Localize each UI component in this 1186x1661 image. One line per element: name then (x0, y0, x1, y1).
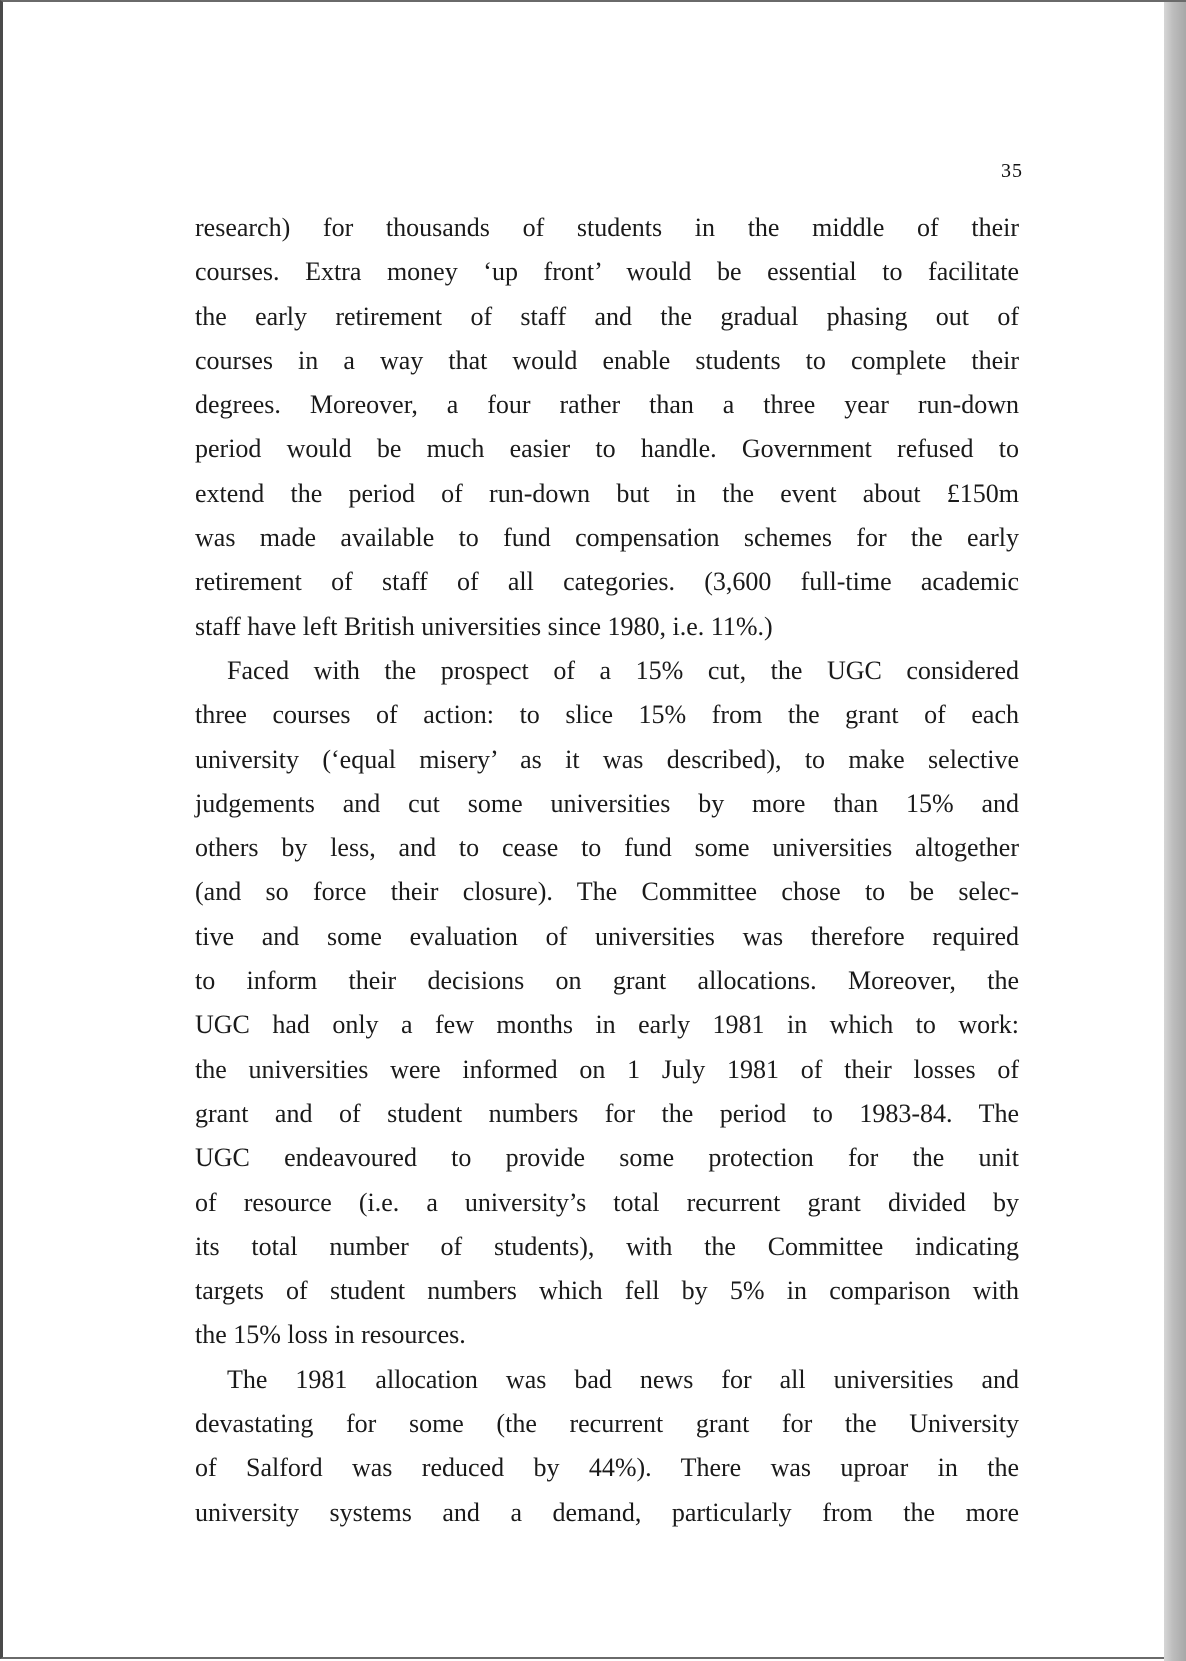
text-line: research) for thousands of students in the middle of their (195, 213, 1019, 242)
text-line: retirement of staff of all categories. (3,600 full-time academic (195, 567, 1019, 597)
text-line: grant and of student numbers for the period to 1983-84. The (195, 1098, 1019, 1128)
text-line: the 15% loss in resources. (195, 1320, 466, 1350)
text-line: was made available to fund compensation schemes for the early (195, 523, 1019, 553)
text-line: devastating for some (the recurrent grant for the University (195, 1409, 1019, 1439)
text-line: university (‘equal misery’ as it was described), to make selective (195, 744, 1019, 774)
text-line: (and so force their closure). The Committee chose to be selec- (195, 877, 1019, 907)
text-line: Faced with the prospect of a 15% cut, the UGC considered (227, 655, 1019, 685)
text-line: period would be much easier to handle. Government refused to (195, 434, 1019, 464)
text-line: the universities were informed on 1 July 1981 of their losses of (195, 1054, 1019, 1084)
text-line: its total number of students), with the Committee indicating (195, 1231, 1019, 1261)
text-line: of resource (i.e. a university’s total recurrent grant divided by (195, 1187, 1019, 1217)
text-line: three courses of action: to slice 15% from the grant of each (195, 700, 1019, 730)
page-number: 35 (1001, 160, 1023, 182)
text-line: UGC endeavoured to provide some protection for the unit (195, 1143, 1019, 1173)
text-line: the early retirement of staff and the gradual phasing out of (195, 301, 1019, 331)
text-line: to inform their decisions on grant allocations. Moreover, the (195, 966, 1019, 996)
text-line: staff have left British universities since 1980, i.e. 11%.) (195, 611, 773, 641)
text-line: tive and some evaluation of universities was therefore required (195, 921, 1019, 951)
text-line: courses in a way that would enable students to complete their (195, 345, 1019, 375)
text-line: extend the period of run-down but in the event about £150m (195, 478, 1019, 508)
text-line: targets of student numbers which fell by 5% in comparison with (195, 1276, 1019, 1306)
text-line: courses. Extra money ‘up front’ would be essential to facilitate (195, 257, 1019, 287)
text-line: others by less, and to cease to fund some universities altogether (195, 833, 1019, 863)
text-line: university systems and a demand, particularly from the more (195, 1497, 1019, 1527)
page-edge-shadow (1164, 2, 1186, 1661)
text-line: judgements and cut some universities by more than 15% and (195, 788, 1019, 818)
body-text (195, 206, 1019, 1535)
text-line: degrees. Moreover, a four rather than a three year run-down (195, 390, 1019, 420)
text-line: UGC had only a few months in early 1981 in which to work: (195, 1010, 1019, 1040)
text-line: of Salford was reduced by 44%). There was uproar in the (195, 1453, 1019, 1483)
text-line: The 1981 allocation was bad news for all universities and (227, 1364, 1019, 1394)
